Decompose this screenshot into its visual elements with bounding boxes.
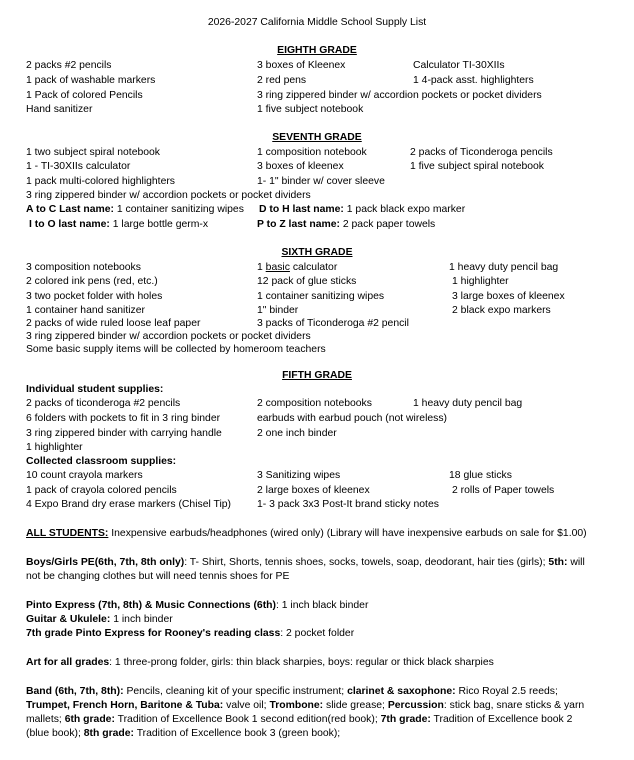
sixth-item: 3 two pocket folder with holes (26, 291, 163, 302)
sixth-grade-heading: SIXTH GRADE (281, 247, 353, 258)
eighth-item: 1 five subject notebook (257, 104, 364, 115)
fifth-grade-heading: FIFTH GRADE (282, 370, 352, 381)
eighth-item: 3 boxes of Kleenex (257, 60, 346, 71)
sixth-item: 3 ring zippered binder w/ accordion pockets or pocket dividers (26, 331, 311, 342)
sixth-item: 1 basic calculator (257, 262, 338, 273)
seventh-item: 3 ring zippered binder w/ accordion pockets or pocket dividers (26, 190, 311, 201)
sixth-note: Some basic supply items will be collected by homeroom teachers (26, 344, 326, 355)
pe-5th-label: 5th: (548, 557, 568, 568)
fifth-item: 6 folders with pockets to fit in 3 ring binder (26, 413, 221, 424)
fifth-collected-item: 3 Sanitizing wipes (257, 470, 341, 481)
eighth-grade-heading: EIGHTH GRADE (277, 45, 357, 56)
eighth-item: 1 Pack of colored Pencils (26, 90, 143, 101)
seventh-item: 1 composition notebook (257, 147, 367, 158)
seventh-item: 1- 1" binder w/ cover sleeve (257, 176, 385, 187)
sixth-item: 3 large boxes of kleenex (452, 291, 565, 302)
seventh-item: 2 packs of Ticonderoga pencils (410, 147, 553, 158)
sixth-item: 1" binder (257, 305, 299, 316)
sixth-item: 2 black expo markers (452, 305, 551, 316)
art-note: Art for all grades: 1 three-prong folder, girls: thin black sharpies, boys: regular or thick black sharpies (26, 657, 494, 668)
eighth-item: 1 pack of washable markers (26, 75, 156, 86)
eighth-item: 2 packs #2 pencils (26, 60, 112, 71)
sixth-item: 1 container sanitizing wipes (257, 291, 385, 302)
lastname-item: 1 pack black expo marker (343, 204, 466, 215)
seventh-lastname-row (26, 204, 244, 216)
sixth-item: 3 composition notebooks (26, 262, 141, 273)
seventh-item: 1 five subject spiral notebook (410, 161, 545, 172)
rooney-reading-note: 7th grade Pinto Express for Rooney's reading class: 2 pocket folder (26, 628, 355, 639)
seventh-lastname-row (257, 219, 435, 231)
seventh-grade-heading: SEVENTH GRADE (272, 132, 362, 143)
sixth-item: 2 packs of wide ruled loose leaf paper (26, 318, 201, 329)
fifth-collected-item: 1 pack of crayola colored pencils (26, 485, 177, 496)
eighth-item: Hand sanitizer (26, 104, 93, 115)
sixth-item: 1 heavy duty pencil bag (449, 262, 559, 273)
lastname-label: D to H last name: (259, 204, 344, 215)
pe-label: Boys/Girls PE(6th, 7th, 8th only) (26, 557, 185, 568)
lastname-item: 2 pack paper towels (339, 219, 436, 230)
fifth-item: earbuds with earbud pouch (not wireless) (257, 413, 448, 424)
band-note-cont: Trumpet, French Horn, Baritone & Tuba: valve oil; Trombone: slide grease; Percussion: stick bag, snare sticks & yarn (26, 700, 585, 711)
pe-note: Boys/Girls PE(6th, 7th, 8th only): T- Shirt, Shorts, tennis shoes, socks, towels, soap, deodorant, hair ties (girls); 5th: will (26, 557, 585, 568)
fifth-collected-item: 2 rolls of Paper towels (452, 485, 555, 496)
collected-supplies-label: Collected classroom supplies: (26, 456, 177, 467)
sixth-item: 1 highlighter (452, 276, 509, 287)
seventh-item: 3 boxes of kleenex (257, 161, 344, 172)
fifth-item: 2 composition notebooks (257, 398, 372, 409)
band-note-cont: mallets; 6th grade: Tradition of Excellence Book 1 second edition(red book); 7th grade: Tradition of Excellence book 2 (26, 714, 573, 725)
lastname-label: P to Z last name: (257, 219, 340, 230)
band-note-cont: (blue book); 8th grade: Tradition of Excellence book 3 (green book); (26, 728, 341, 739)
fifth-collected-item: 18 glue sticks (449, 470, 512, 481)
sixth-item: 2 colored ink pens (red, etc.) (26, 276, 158, 287)
sixth-item: 12 pack of glue sticks (257, 276, 357, 287)
sixth-item: 3 packs of Ticonderoga #2 pencil (257, 318, 409, 329)
fifth-item: 3 ring zippered binder with carrying handle (26, 428, 222, 439)
fifth-item: 2 packs of ticonderoga #2 pencils (26, 398, 181, 409)
seventh-item: 1 two subject spiral notebook (26, 147, 161, 158)
fifth-collected-item: 10 count crayola markers (26, 470, 143, 481)
fifth-collected-item: 1- 3 pack 3x3 Post-It brand sticky notes (257, 499, 439, 510)
all-students-label: ALL STUDENTS: (26, 528, 109, 539)
lastname-item: 1 container sanitizing wipes (113, 204, 244, 215)
seventh-lastname-row (29, 219, 208, 231)
seventh-item: 1 pack multi-colored highlighters (26, 176, 176, 187)
fifth-collected-item: 2 large boxes of kleenex (257, 485, 370, 496)
individual-supplies-label: Individual student supplies: (26, 384, 164, 395)
lastname-label: A to C Last name: (26, 204, 114, 215)
eighth-item: 1 4-pack asst. highlighters (413, 75, 534, 86)
eighth-item: 3 ring zippered binder w/ accordion pockets or pocket dividers (257, 90, 542, 101)
pinto-express-note: Pinto Express (7th, 8th) & Music Connections (6th): 1 inch black binder (26, 600, 369, 611)
sixth-item: 1 container hand sanitizer (26, 305, 145, 316)
eighth-item: Calculator TI-30XIIs (413, 60, 505, 71)
all-students-note: ALL STUDENTS: Inexpensive earbuds/headphones (wired only) (Library will have inexpensive earbuds on sale for $1.00) (26, 528, 587, 539)
eighth-item: 2 red pens (257, 75, 307, 86)
lastname-item: 1 large bottle germ-x (109, 219, 209, 230)
fifth-item: 1 highlighter (26, 442, 83, 453)
fifth-item: 1 heavy duty pencil bag (413, 398, 523, 409)
guitar-ukulele-note: Guitar & Ukulele: 1 inch binder (26, 614, 173, 625)
seventh-item: 1 - TI-30XIIs calculator (26, 161, 131, 172)
pe-note-cont: not be changing clothes but will need tennis shoes for PE (26, 571, 290, 582)
page-title: 2026-2027 California Middle School Supply List (207, 17, 427, 28)
seventh-lastname-row (259, 204, 465, 216)
lastname-label: I to O last name: (29, 219, 110, 230)
band-note: Band (6th, 7th, 8th): Pencils, cleaning kit of your specific instrument; clarinet & saxophone: Rico Royal 2.5 reeds; (26, 686, 558, 697)
fifth-collected-item: 4 Expo Brand dry erase markers (Chisel Tip) (26, 499, 232, 510)
fifth-item: 2 one inch binder (257, 428, 337, 439)
